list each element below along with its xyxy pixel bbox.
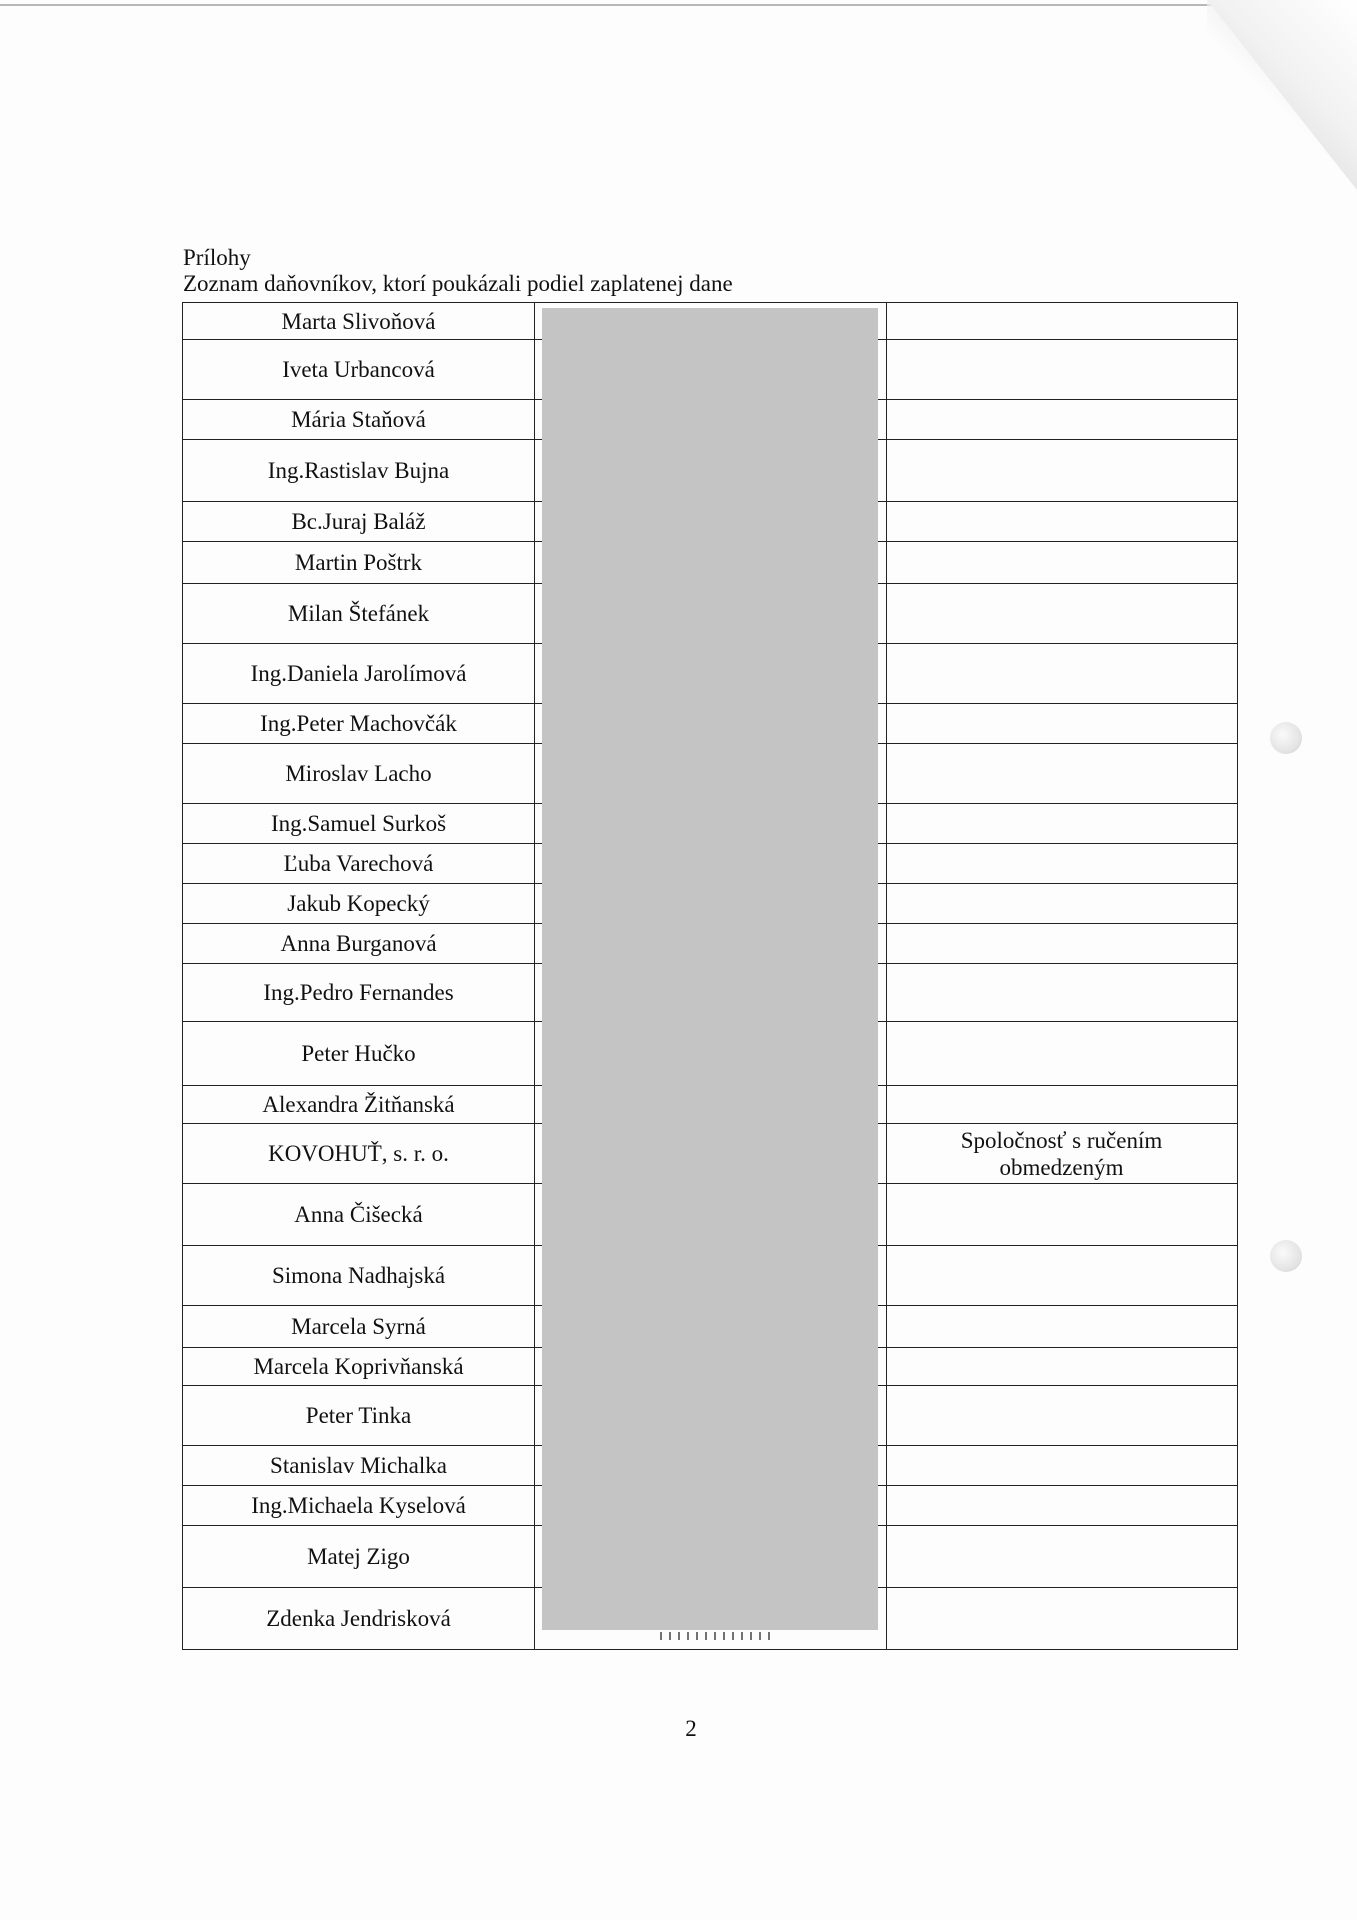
punch-hole-upper <box>1270 722 1302 754</box>
taxpayer-name-cell: Bc.Juraj Baláž <box>183 502 535 541</box>
taxpayer-name-cell: Anna Burganová <box>183 924 535 963</box>
taxpayer-type-cell <box>887 644 1236 703</box>
taxpayer-name-cell: Simona Nadhajská <box>183 1246 535 1305</box>
taxpayer-type-cell <box>887 1588 1236 1649</box>
taxpayer-type-cell <box>887 844 1236 883</box>
taxpayer-name-cell: Alexandra Žitňanská <box>183 1086 535 1123</box>
punch-hole-lower <box>1270 1240 1302 1272</box>
taxpayer-name-cell: Marcela Koprivňanská <box>183 1348 535 1385</box>
taxpayer-type-cell <box>887 584 1236 643</box>
taxpayer-name-cell: Ing.Pedro Fernandes <box>183 964 535 1021</box>
redaction-block <box>542 308 878 1630</box>
taxpayer-name-cell: Ing.Michaela Kyselová <box>183 1486 535 1525</box>
taxpayer-type-cell <box>887 502 1236 541</box>
taxpayer-name-cell: Ing.Rastislav Bujna <box>183 440 535 501</box>
taxpayer-type-cell <box>887 542 1236 583</box>
taxpayer-name-cell: Marta Slivoňová <box>183 303 535 339</box>
taxpayer-name-cell: KOVOHUŤ, s. r. o. <box>183 1124 535 1183</box>
taxpayer-type-cell <box>887 884 1236 923</box>
taxpayer-type-cell <box>887 340 1236 399</box>
taxpayer-name-cell: Peter Tinka <box>183 1386 535 1445</box>
taxpayer-type-cell <box>887 804 1236 843</box>
taxpayer-type-cell <box>887 440 1236 501</box>
taxpayer-name-cell: Jakub Kopecký <box>183 884 535 923</box>
taxpayer-type-cell <box>887 744 1236 803</box>
taxpayer-type-cell <box>887 400 1236 439</box>
taxpayer-name-cell: Matej Zigo <box>183 1526 535 1587</box>
taxpayer-name-cell: Martin Poštrk <box>183 542 535 583</box>
taxpayer-type-cell <box>887 1184 1236 1245</box>
taxpayer-type-cell <box>887 1306 1236 1347</box>
taxpayer-list-title: Zoznam daňovníkov, ktorí poukázali podiel zaplatenej dane <box>183 271 733 296</box>
scan-top-edge <box>0 4 1230 6</box>
taxpayer-type-cell <box>887 1086 1236 1123</box>
taxpayer-type-cell <box>887 303 1236 339</box>
taxpayer-name-cell: Milan Štefánek <box>183 584 535 643</box>
taxpayer-name-cell: Zdenka Jendrisková <box>183 1588 535 1649</box>
taxpayer-type-cell: Spoločnosť s ručením obmedzeným <box>960 1127 1163 1180</box>
taxpayer-name-cell: Anna Čišecká <box>183 1184 535 1245</box>
taxpayer-name-cell: Ing.Daniela Jarolímová <box>183 644 535 703</box>
taxpayer-name-cell: Ľuba Varechová <box>183 844 535 883</box>
taxpayer-type-cell <box>887 1486 1236 1525</box>
taxpayer-type-cell <box>887 924 1236 963</box>
taxpayer-type-cell <box>887 1022 1236 1085</box>
folded-corner <box>1207 0 1357 190</box>
taxpayer-type-cell <box>887 704 1236 743</box>
taxpayer-type-cell <box>887 964 1236 1021</box>
stamp-fragment <box>660 1632 770 1640</box>
taxpayer-type-cell <box>887 1348 1236 1385</box>
taxpayer-name-cell: Miroslav Lacho <box>183 744 535 803</box>
taxpayer-type-cell <box>887 1246 1236 1305</box>
taxpayer-name-cell: Iveta Urbancová <box>183 340 535 399</box>
taxpayer-name-cell: Ing.Peter Machovčák <box>183 704 535 743</box>
taxpayer-type-cell <box>887 1526 1236 1587</box>
taxpayer-type-cell <box>887 1446 1236 1485</box>
attachments-heading: Prílohy <box>183 245 251 270</box>
taxpayer-name-cell: Mária Staňová <box>183 400 535 439</box>
taxpayer-name-cell: Marcela Syrná <box>183 1306 535 1347</box>
taxpayer-type-cell <box>887 1386 1236 1445</box>
taxpayer-name-cell: Stanislav Michalka <box>183 1446 535 1485</box>
page-number: 2 <box>685 1716 697 1741</box>
taxpayer-name-cell: Peter Hučko <box>183 1022 535 1085</box>
taxpayer-name-cell: Ing.Samuel Surkoš <box>183 804 535 843</box>
